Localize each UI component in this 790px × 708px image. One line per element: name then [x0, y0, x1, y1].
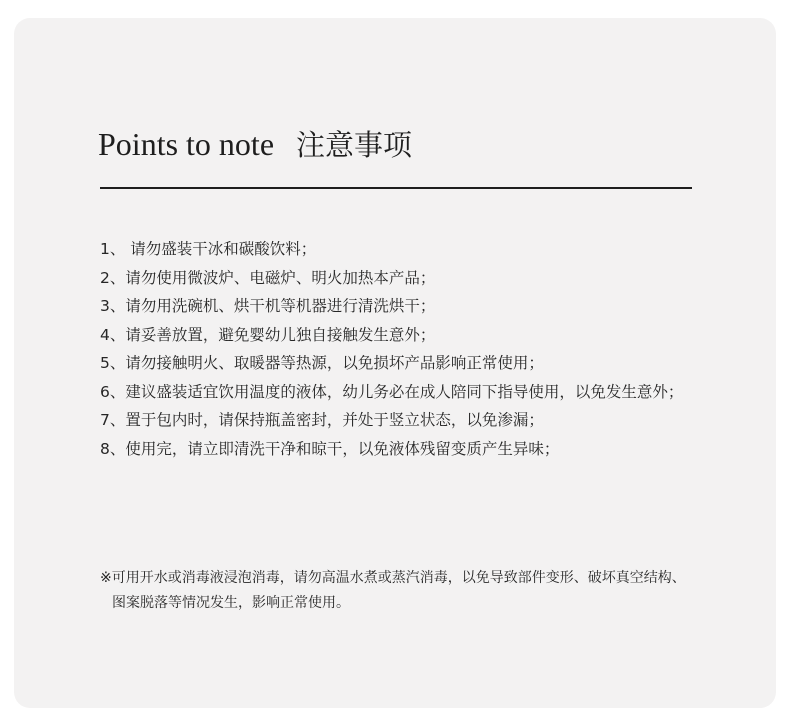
note-item-4: 4、请妥善放置，避免婴幼儿独自接触发生意外； [100, 325, 436, 344]
note-item-1: 1、 请勿盛装干冰和碳酸饮料； [100, 240, 317, 258]
title-english: Points to note [98, 126, 275, 162]
note-item-8: 8、使用完，请立即清洗干净和晾干，以免液体残留变质产生异味； [100, 439, 560, 458]
page-title [98, 122, 412, 167]
title-chinese: 注意事项 [296, 128, 413, 162]
title-divider [100, 187, 692, 189]
note-item-5: 5、请勿接触明火、取暖器等热源，以免损坏产品影响正常使用； [100, 354, 544, 372]
notes-list [100, 235, 690, 463]
note-item-3: 3、请勿用洗碗机、烘干机等机器进行清洗烘干； [100, 297, 436, 315]
footnote: ※可用开水或消毒液浸泡消毒，请勿高温水煮或蒸汽消毒，以免导致部件变形、破坏真空结构、图案脱落等情况发生，影响正常使用。 [100, 570, 686, 611]
note-item-6: 6、建议盛装适宜饮用温度的液体，幼儿务必在成人陪同下指导使用，以免发生意外； [100, 382, 684, 401]
note-item-2: 2、请勿使用微波炉、电磁炉、明火加热本产品； [100, 268, 436, 287]
note-item-7: 7、置于包内时，请保持瓶盖密封，并处于竖立状态，以免渗漏； [100, 411, 544, 429]
